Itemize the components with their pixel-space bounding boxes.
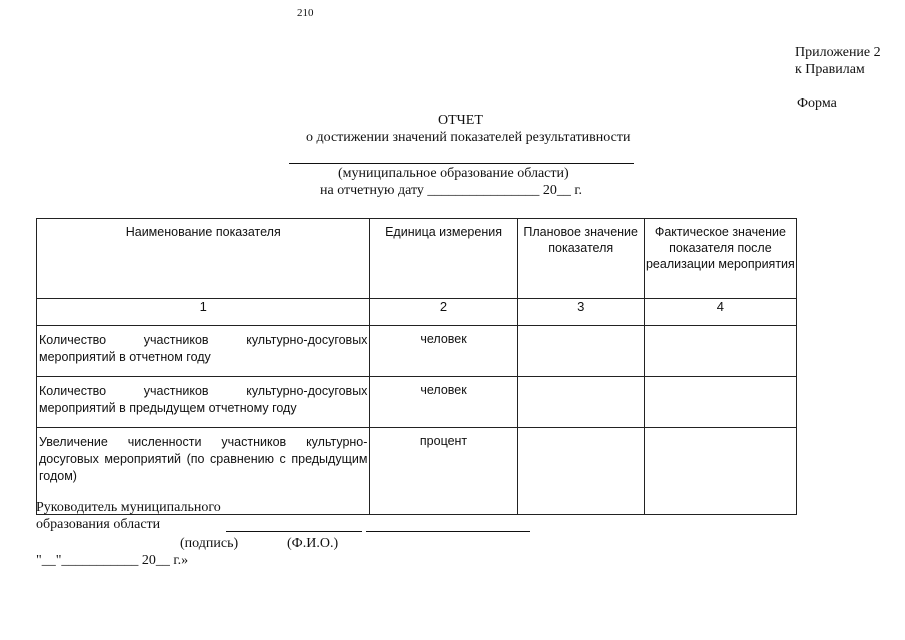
- header-unit: [370, 219, 517, 299]
- column-number-4: 4: [644, 299, 796, 326]
- report-date-line: на отчетную дату ________________ 20__ г.: [320, 183, 583, 198]
- head-title-line-1: Руководитель муниципального: [36, 500, 221, 515]
- signature-caption: (подпись): [180, 536, 239, 551]
- indicator-planned-cell[interactable]: [517, 326, 644, 377]
- header-unit-text: Единица измерения: [385, 225, 502, 239]
- municipality-fill-line: [289, 163, 634, 164]
- table-row: [37, 326, 797, 377]
- indicator-actual-cell[interactable]: [644, 326, 796, 377]
- document-subtitle: о достижении значений показателей результативности: [306, 130, 631, 145]
- appendix-line-1: Приложение 2: [795, 45, 881, 60]
- appendix-note: [795, 44, 881, 78]
- header-actual-text: Фактическое значение показателя после реализации мероприятия: [645, 225, 795, 271]
- header-indicator-name-text: Наименование показателя: [125, 225, 281, 239]
- indicator-planned-cell[interactable]: [517, 377, 644, 428]
- indicator-unit: человек: [370, 377, 517, 428]
- indicator-planned-cell[interactable]: [517, 428, 644, 515]
- form-label: Форма: [797, 96, 837, 111]
- indicators-table: [36, 218, 797, 515]
- indicator-name: Количество участников культурно-досуговых мероприятий в предыдущем отчетному году: [37, 377, 370, 428]
- signature-line: [226, 531, 362, 532]
- indicator-name: Увеличение численности участников культурно-досуговых мероприятий (по сравнению с предыдущим годом): [37, 428, 370, 515]
- table-row: [37, 377, 797, 428]
- header-actual: [644, 219, 796, 299]
- column-number-3: 3: [517, 299, 644, 326]
- column-number-1: 1: [37, 299, 370, 326]
- appendix-line-2: к Правилам: [795, 62, 865, 77]
- indicator-actual-cell[interactable]: [644, 428, 796, 515]
- column-number-row: [37, 299, 797, 326]
- head-title-line-2: образования области: [36, 517, 161, 532]
- page-number: 210: [297, 7, 314, 19]
- document-title: ОТЧЕТ: [438, 113, 483, 128]
- table-header-row: [37, 219, 797, 299]
- indicator-name: Количество участников культурно-досуговых мероприятий в отчетном году: [37, 326, 370, 377]
- full-name-line: [366, 531, 530, 532]
- header-planned: [517, 219, 644, 299]
- indicator-unit: процент: [370, 428, 517, 515]
- column-number-2: 2: [370, 299, 517, 326]
- signing-date-line: "__"___________ 20__ г.»: [36, 553, 189, 568]
- header-indicator-name: [37, 219, 370, 299]
- indicator-unit: человек: [370, 326, 517, 377]
- indicator-actual-cell[interactable]: [644, 377, 796, 428]
- full-name-caption: (Ф.И.О.): [287, 536, 339, 551]
- header-planned-text: Плановое значение показателя: [523, 225, 638, 255]
- municipality-caption: (муниципальное образование области): [338, 166, 569, 181]
